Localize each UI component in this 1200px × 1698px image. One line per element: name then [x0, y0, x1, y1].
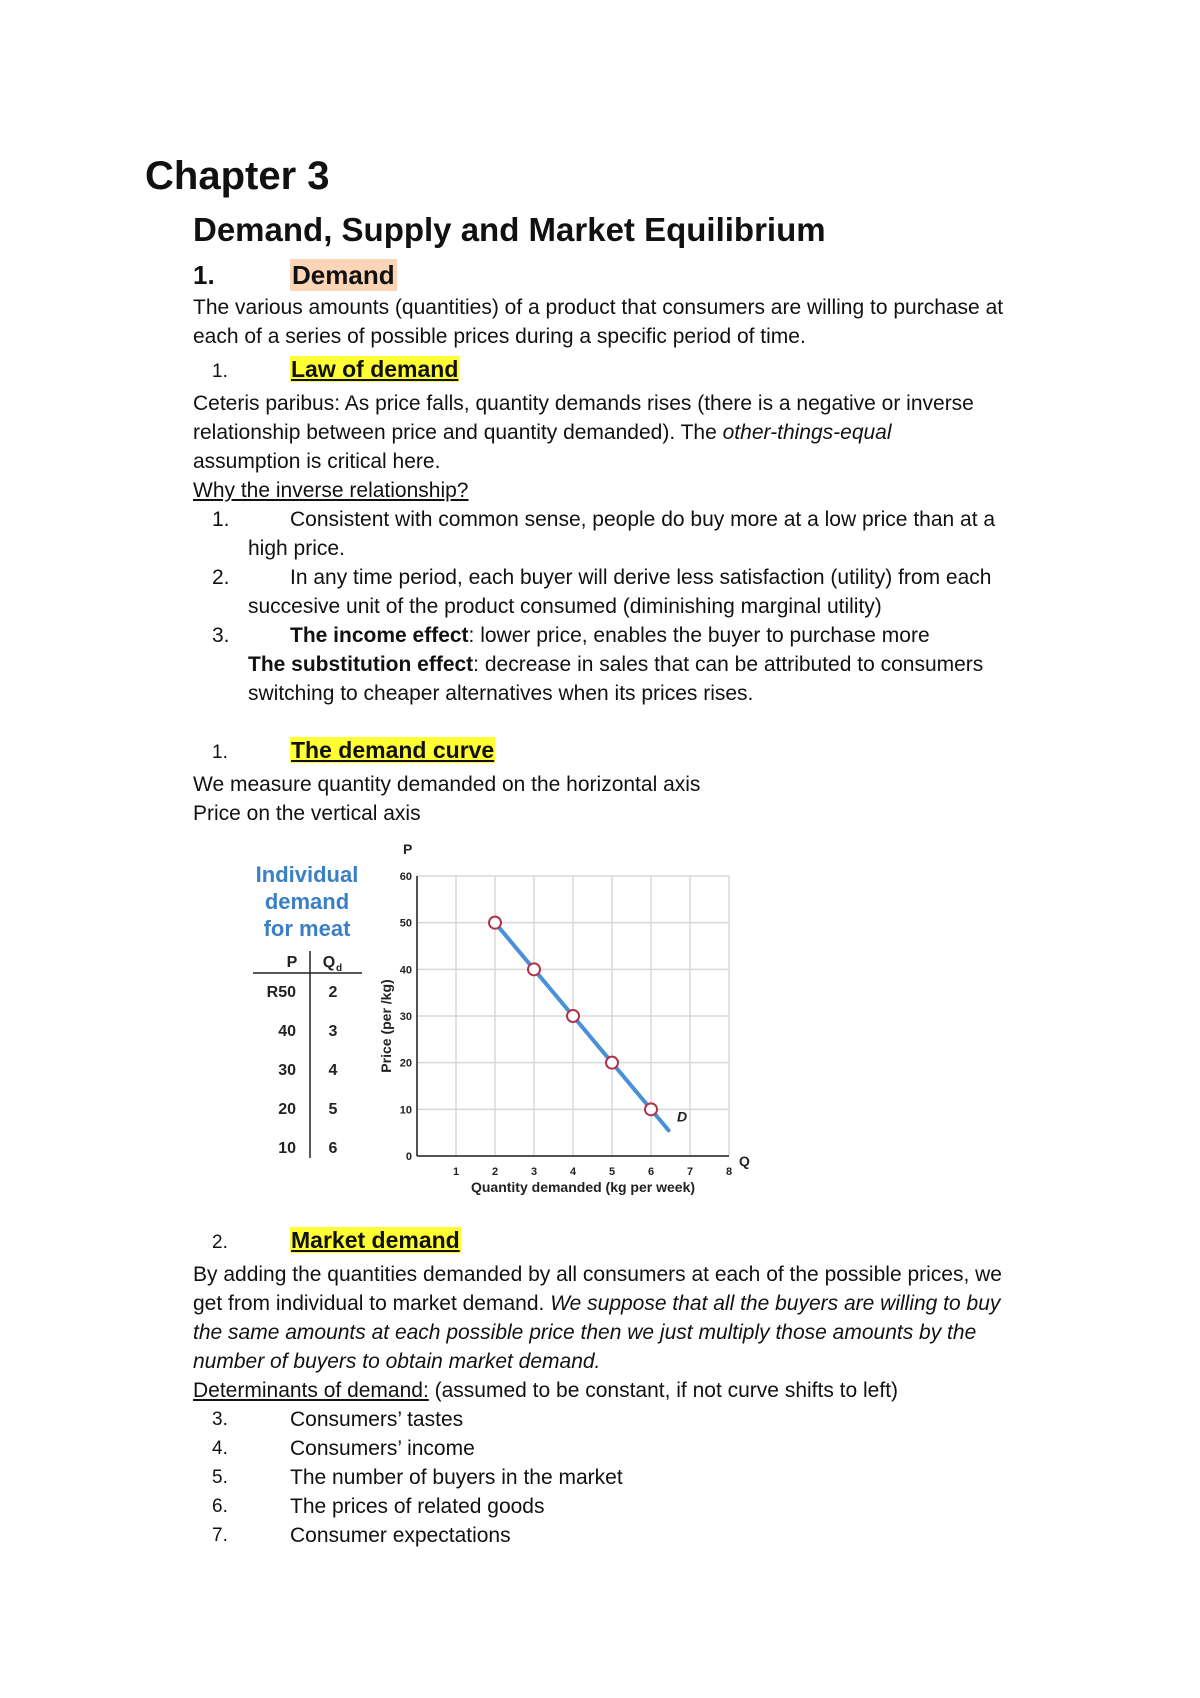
y-tick-label: 50: [399, 917, 412, 930]
table-title-line-3: for meat: [263, 916, 351, 941]
y-tick-label: 10: [399, 1104, 412, 1117]
chapter-subtitle: Demand, Supply and Market Equilibrium: [193, 211, 826, 248]
curve-title: The demand curve: [291, 737, 495, 763]
income-effect-label: The income effect: [290, 624, 469, 647]
law-line-1: Ceteris paribus: As price falls, quantity demands rises (there is a negative or inverse: [193, 392, 974, 415]
reason-1-number: 1.: [212, 508, 230, 531]
y-tick-label: 60: [399, 871, 412, 883]
law-line-3: assumption is critical here.: [193, 450, 441, 473]
x-tick-label: 1: [452, 1166, 460, 1178]
demand-curve-line: [495, 923, 669, 1131]
x-tick-label: 8: [725, 1166, 733, 1178]
reason-1-line-2: high price.: [248, 537, 345, 560]
table-header-p: P: [286, 954, 298, 971]
y-axis-title: Price (per /kg): [378, 979, 394, 1073]
reason-3-number: 3.: [212, 624, 230, 647]
reason-2-number: 2.: [212, 566, 230, 589]
determinant-text: Consumer expectations: [290, 1524, 511, 1547]
x-tick-labels: [453, 1166, 732, 1178]
determinants-label: Determinants of demand:: [193, 1379, 429, 1402]
curve-label: D: [677, 1108, 688, 1125]
substitution-effect-line-2: switching to cheaper alternatives when its prices rises.: [248, 682, 754, 705]
y-tick-label: 0: [405, 1151, 412, 1163]
chapter-title: Chapter 3: [145, 154, 330, 198]
y-tick-labels: [400, 871, 412, 1163]
reason-1-line-1: Consistent with common sense, people do buy more at a low price than at a: [290, 508, 996, 531]
determinant-number: 6.: [212, 1496, 228, 1517]
market-number: 2.: [212, 1232, 228, 1253]
market-title: Market demand: [291, 1227, 460, 1253]
market-line-2: [193, 1289, 1000, 1318]
section-demand-number: 1.: [193, 260, 215, 290]
law-title: Law of demand: [291, 356, 459, 382]
x-axis-letter: Q: [739, 1153, 750, 1169]
demand-definition-line-1: The various amounts (quantities) of a product that consumers are willing to purchase at: [193, 296, 1004, 319]
demand-chart: [378, 841, 750, 1195]
y-tick-label: 20: [399, 1057, 412, 1070]
reason-2-line-2: succesive unit of the product consumed (diminishing marginal utility): [248, 595, 882, 618]
x-tick-label: 5: [608, 1166, 616, 1178]
substitution-effect-label: The substitution effect: [248, 653, 474, 676]
table-q-cell: 2: [328, 984, 338, 1001]
determinant-number: 3.: [212, 1409, 228, 1430]
demand-point: [489, 917, 501, 929]
table-header-q-sub: d: [335, 963, 343, 974]
market-line-1: By adding the quantities demanded by all consumers at each of the possible prices, we: [193, 1263, 1002, 1286]
market-line-4: number of buyers to obtain market demand.: [193, 1350, 601, 1373]
market-line-2-text: get from individual to market demand.: [193, 1292, 551, 1315]
table-p-cell: 10: [278, 1140, 296, 1157]
determinant-text: The prices of related goods: [290, 1495, 545, 1518]
determinants-text: (assumed to be constant, if not curve shifts to left): [428, 1379, 899, 1402]
demand-point: [645, 1103, 657, 1115]
why-inverse-heading: Why the inverse relationship?: [193, 479, 469, 502]
law-number: 1.: [212, 361, 228, 382]
demand-point: [528, 963, 540, 975]
curve-line-1: We measure quantity demanded on the horizontal axis: [193, 773, 701, 796]
curve-number: 1.: [212, 742, 228, 763]
law-line-2-text: relationship between price and quantity demanded). The: [193, 421, 723, 444]
table-p-cell: 20: [278, 1101, 296, 1118]
table-title-line-2: demand: [264, 889, 350, 914]
law-line-2-italic: other-things-equal: [722, 421, 892, 444]
determinants-line: [193, 1376, 898, 1405]
x-tick-label: 7: [686, 1166, 694, 1178]
reason-2-line-1: In any time period, each buyer will derive less satisfaction (utility) from each: [290, 566, 992, 589]
table-q-cell: 3: [328, 1023, 338, 1040]
curve-line-2: Price on the vertical axis: [193, 802, 421, 825]
market-line-2-italic: We suppose that all the buyers are willing to buy: [550, 1292, 1001, 1315]
x-tick-label: 3: [530, 1166, 538, 1178]
section-demand-title: Demand: [292, 260, 395, 290]
determinant-text: Consumers’ tastes: [290, 1408, 464, 1431]
determinant-number: 5.: [212, 1467, 228, 1488]
x-tick-label: 6: [647, 1166, 655, 1178]
table-q-cell: 5: [328, 1101, 338, 1118]
table-p-cell: R50: [266, 984, 296, 1001]
table-title-line-1: Individual: [255, 862, 359, 887]
determinant-number: 4.: [212, 1438, 228, 1459]
demand-point: [606, 1057, 618, 1069]
x-tick-label: 4: [569, 1166, 577, 1178]
determinant-number: 7.: [212, 1525, 228, 1546]
demand-point: [567, 1010, 579, 1022]
x-tick-label: 2: [491, 1166, 499, 1178]
y-tick-label: 30: [399, 1011, 412, 1023]
y-axis-letter: P: [403, 841, 413, 857]
market-line-3: the same amounts at each possible price then we just multiply those amounts by the: [193, 1321, 977, 1344]
demand-definition-line-2: each of a series of possible prices during a specific period of time.: [193, 325, 806, 348]
table-header-q: Q: [322, 954, 336, 971]
x-axis-title: Quantity demanded (kg per week): [470, 1179, 696, 1195]
table-p-cell: 40: [278, 1023, 296, 1040]
table-q-cell: 6: [328, 1140, 338, 1157]
determinant-text: Consumers’ income: [290, 1437, 475, 1460]
determinant-text: The number of buyers in the market: [290, 1466, 623, 1489]
y-tick-label: 40: [399, 964, 412, 977]
table-p-cell: 30: [278, 1062, 296, 1079]
substitution-effect-text: : decrease in sales that can be attributed to consumers: [473, 653, 984, 676]
table-q-cell: 4: [328, 1062, 338, 1079]
income-effect-text: : lower price, enables the buyer to purchase more: [468, 624, 930, 647]
